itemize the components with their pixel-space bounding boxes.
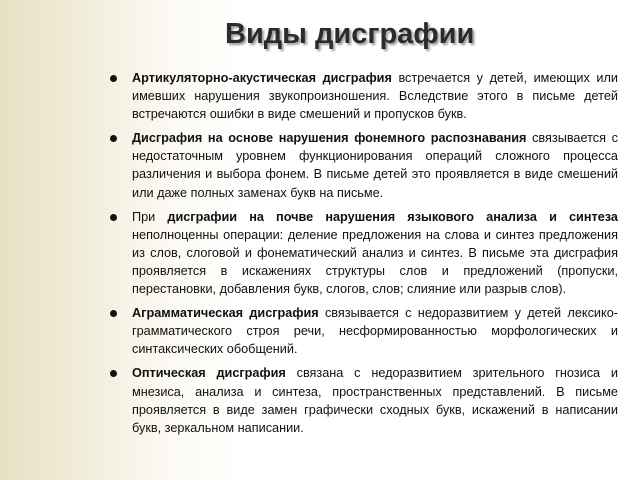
- bullet-icon: [110, 310, 117, 317]
- bullet-icon: [110, 135, 117, 142]
- list-item-agrammatic: [110, 304, 618, 358]
- list-item-optical: [110, 364, 618, 436]
- item-term: Дисграфия на основе нарушения фонемного распознавания: [132, 131, 527, 146]
- slide-content: [110, 69, 618, 443]
- item-text: связывается с недостаточным уровнем функционирования операций сложного процесса различения и выбора фонем. В письме детей это проявляется в виде смешений или даже полных заменах букв на письме.: [132, 131, 618, 200]
- bullet-icon: [110, 370, 117, 377]
- item-term: Аграмматическая дисграфия: [132, 306, 319, 321]
- item-prefix: При: [132, 209, 168, 224]
- item-term: Оптическая дисграфия: [132, 366, 286, 381]
- bullet-icon: [110, 75, 117, 82]
- item-text: связана с недоразвитием зрительного гнозиса и мнезиса, анализа и синтеза, пространственных представлений. В письме проявляется в виде замен графически сходных букв, искажений в написании букв, зеркальном написании.: [132, 366, 618, 435]
- list-item-phonemic: [110, 129, 618, 201]
- item-term: дисграфии на почве нарушения языкового анализа и синтеза: [167, 209, 618, 224]
- slide-title: Виды дисграфии: [225, 18, 475, 50]
- item-text: связывается с недоразвитием у детей лексико-грамматического строя речи, несформированностью морфологических и синтаксических обобщений.: [132, 306, 618, 357]
- item-text: встречается у детей, имеющих или имевших нарушения звукопроизношения. Вследствие этого в письме детей встречаются ошибки в виде смешений и пропусков букв.: [132, 71, 618, 122]
- list-item-language-analysis: [110, 208, 618, 298]
- bullet-icon: [110, 214, 117, 221]
- item-text: неполноценны операции: деление предложения на слова и синтез предложения из слов, слоговой и фонематический анализ и синтез. В письме эта дисграфия проявляется в искажениях структуры слов и предложений (пропуски, перестановки, добавления букв, слогов, слов; слияние или разрыв слов).: [132, 227, 618, 297]
- list-item-articulatory: [110, 69, 618, 123]
- item-term: Артикуляторно-акустическая дисграфия: [132, 71, 392, 85]
